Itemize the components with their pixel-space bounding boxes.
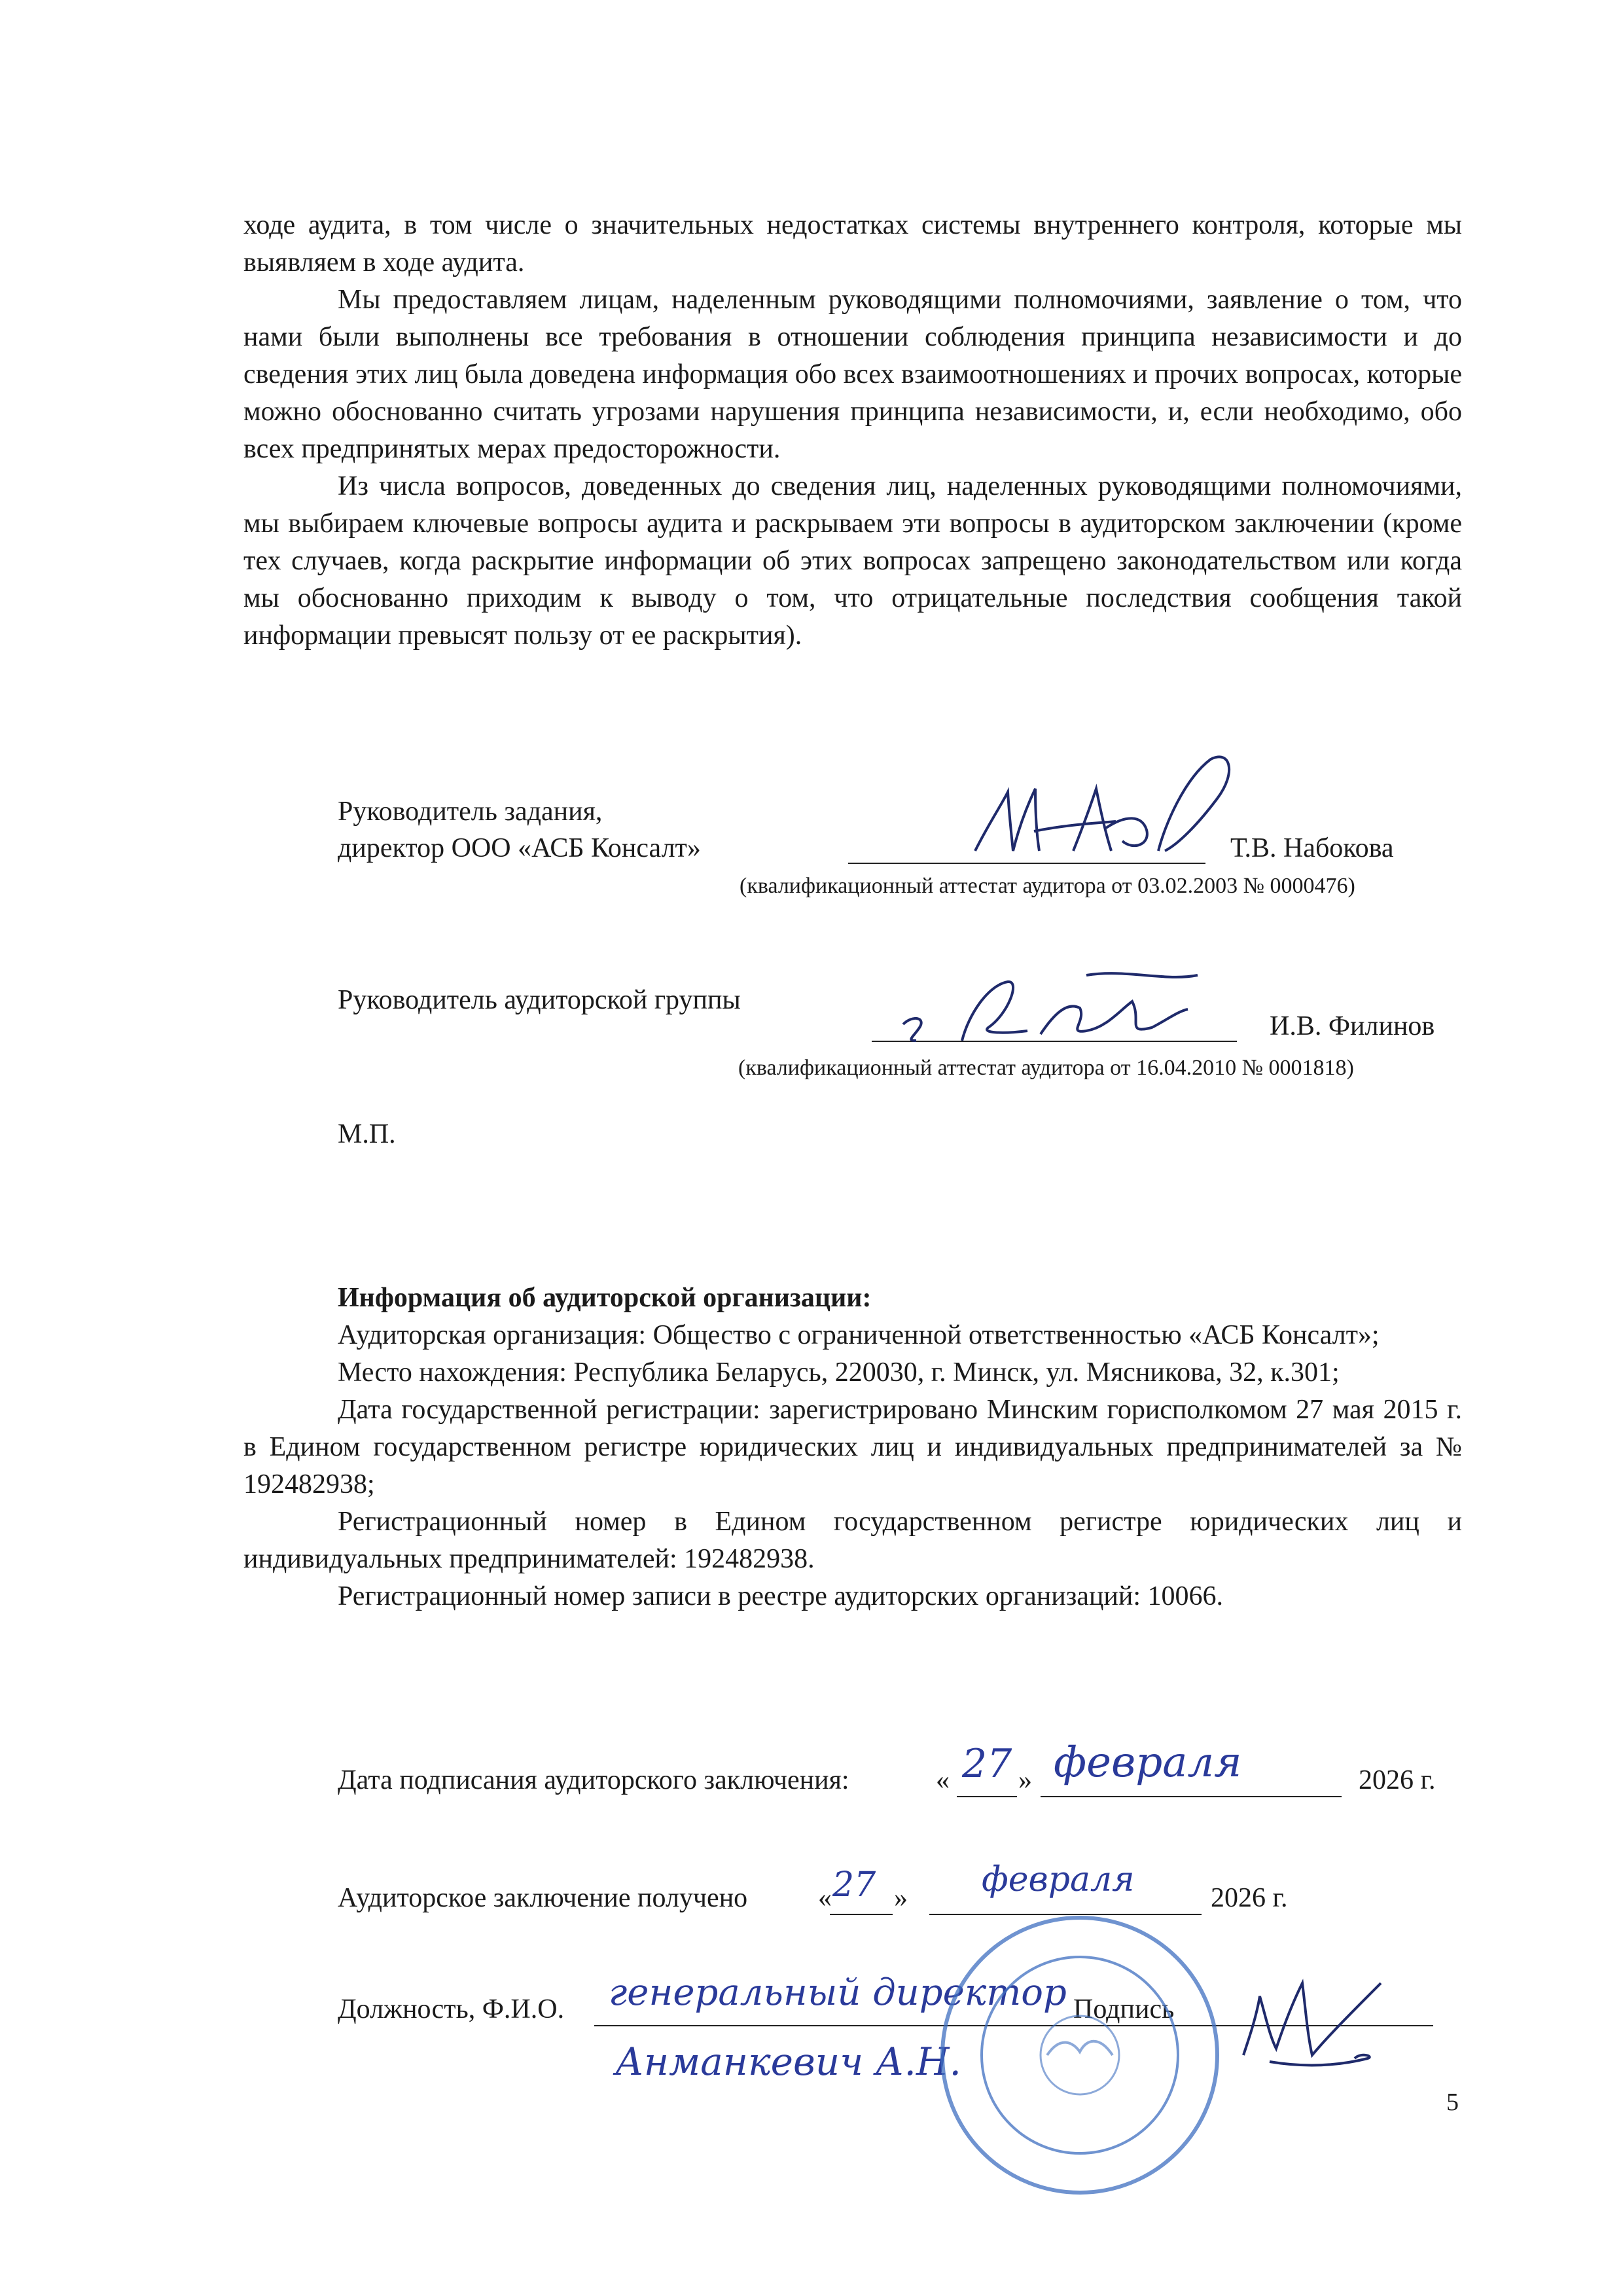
signing-year: 2026 г. <box>1359 1765 1436 1795</box>
seal-place-label: М.П. <box>338 1119 396 1149</box>
received-year: 2026 г. <box>1211 1883 1288 1913</box>
signing-month-handwritten: февраля <box>1054 1738 1242 1787</box>
signer2-certificate: (квалификационный аттестат аудитора от 16.04.2010 № 0001818) <box>738 1056 1354 1080</box>
received-day-handwritten: 27 <box>832 1865 876 1905</box>
paragraph-3: Из числа вопросов, доведенных до сведения лиц, наделенных руководящими полномочиями, мы выбираем ключевые вопросы аудита и раскрываем эти вопросы в аудиторском заключении (кроме тех случаев, когда раскрытие информации об этих вопросах запрещено законодательством или когда мы обоснованно приходим к выводу о том, что отрицательные последствия сообщения такой информации превысят пользу от ее раскрытия). <box>243 471 1462 651</box>
received-month-handwritten: февраля <box>982 1860 1135 1899</box>
signing-date-label: Дата подписания аудиторского заключения: <box>338 1765 849 1795</box>
signer1-role-line1: Руководитель задания, <box>338 797 603 827</box>
fio-handwritten: Анманкевич А.Н. <box>615 2039 961 2084</box>
open-quote: « <box>818 1883 832 1913</box>
day-line <box>957 1796 1017 1797</box>
close-quote: » <box>1018 1765 1032 1795</box>
received-label: Аудиторское заключение получено <box>338 1883 748 1913</box>
day-line <box>830 1914 893 1915</box>
open-quote: « <box>936 1765 950 1795</box>
signature-1 <box>962 753 1250 877</box>
info-register-record: Регистрационный номер записи в реестре аудиторских организаций: 10066. <box>338 1581 1224 1611</box>
signature-2 <box>890 949 1257 1073</box>
auditor-info <box>243 1280 1462 1615</box>
info-organisation: Аудиторская организация: Общество с ограниченной ответственностью «АСБ Консалт»; <box>338 1320 1380 1350</box>
signature-3 <box>1230 1970 1400 2075</box>
info-heading: Информация об аудиторской организации: <box>338 1283 872 1313</box>
paragraph-2: Мы предоставляем лицам, наделенным руководящими полномочиями, заявление о том, что нами были выполнены все требования в отношении соблюдения принципа независимости и до сведения этих лиц была доведена информация обо всех взаимоотношениях и прочих вопросах, которые можно обоснованно считать угрозами нарушения принципа независимости, и, если необходимо, обо всех предпринятых мерах предосторожности. <box>243 285 1462 464</box>
signer2-name: И.В. Филинов <box>1270 1011 1435 1041</box>
round-stamp <box>936 1911 1224 2199</box>
position-handwritten: генеральный директор <box>609 1971 1067 2014</box>
main-text <box>243 207 1462 655</box>
signer1-name: Т.В. Набокова <box>1230 833 1394 863</box>
info-location: Место нахождения: Республика Беларусь, 220030, г. Минск, ул. Мясникова, 32, к.301; <box>338 1357 1340 1388</box>
month-line <box>1041 1796 1342 1797</box>
paragraph-1: ходе аудита, в том числе о значительных недостатках системы внутреннего контроля, которые мы выявляем в ходе аудита. <box>243 210 1462 278</box>
info-registration-date: Дата государственной регистрации: зарегистрировано Минским горисполкомом 27 мая 2015 г. в Едином государственном регистре юридических лиц и индивидуальных предпринимателей за № 192482938; <box>243 1395 1462 1499</box>
page-number: 5 <box>1446 2089 1459 2116</box>
signer2-role: Руководитель аудиторской группы <box>338 985 741 1015</box>
close-quote: » <box>894 1883 908 1913</box>
signer1-certificate: (квалификационный аттестат аудитора от 03.02.2003 № 0000476) <box>740 874 1355 898</box>
signature-label: Подпись <box>1073 1994 1175 2024</box>
signer1-role-line2: директор ООО «АСБ Консалт» <box>338 833 701 863</box>
signing-day-handwritten: 27 <box>962 1741 1012 1787</box>
info-registration-number: Регистрационный номер в Едином государственном регистре юридических лиц и индивидуальных предпринимателей: 192482938. <box>243 1507 1462 1574</box>
position-label: Должность, Ф.И.О. <box>338 1994 565 2024</box>
